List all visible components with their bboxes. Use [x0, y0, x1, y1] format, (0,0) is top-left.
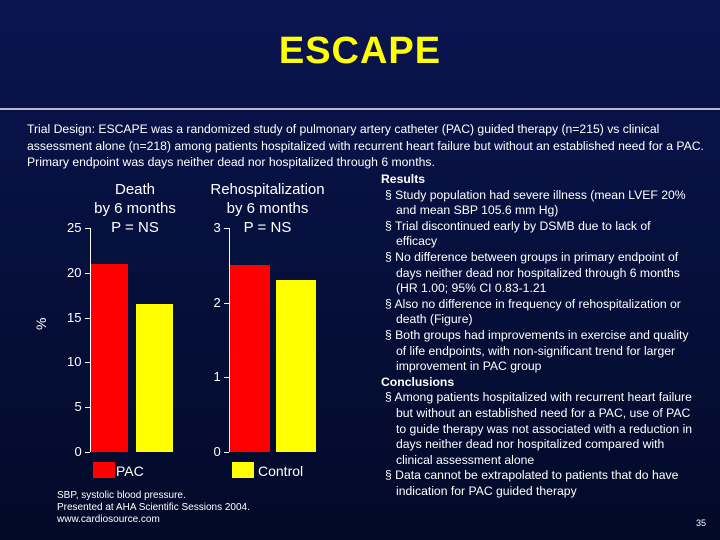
rehosp-bar-pac: [230, 265, 270, 452]
rehosp-tick-mark: [224, 377, 229, 378]
death-chart-title: [80, 180, 190, 237]
legend-swatch-pac: [93, 462, 115, 478]
results-item-text: Study population had severe illness (mean LVEF 20% and mean SBP 105.6 mm Hg): [395, 187, 686, 218]
rehosp-tick-label: 3: [213, 220, 221, 235]
page-number: 35: [696, 518, 707, 528]
results-item-text: No difference between groups in primary endpoint of days neither dead nor hospitalized through 6 months (HR 1.00; 95% CI 0.83-1.21: [395, 249, 680, 296]
death-tick-mark: [85, 362, 90, 363]
death-tick-label: 5: [74, 399, 82, 415]
title-divider: [0, 108, 720, 110]
rehosp-tick-mark: [224, 228, 229, 229]
footnote-line2: Presented at AHA Scientific Sessions 2004.: [57, 502, 250, 513]
rehosp-chart-title-line1: Rehospitalization: [210, 181, 325, 198]
death-tick-label: 15: [67, 309, 82, 325]
results-item: § No difference between groups in primary endpoint of days neither dead nor hospitalized through 6 months (HR 1.00; 95% CI 0.83-1.21: [385, 249, 680, 296]
rehosp-chart-title-line3: P = NS: [243, 219, 292, 236]
footnote-line1: SBP, systolic blood pressure.: [57, 490, 186, 501]
rehosp-tick-label: 2: [213, 294, 221, 310]
trial-design-text: Trial Design: ESCAPE was a randomized study of pulmonary artery catheter (PAC) guided therapy (n=215) vs clinical assessment alone (n=218) among patients hospitalized with recurrent heart failure but without an established need for a PAC. Primary endpoint was days neither dead nor hospitalized through 6 months.: [27, 122, 704, 169]
legend-swatch-control: [232, 462, 254, 478]
death-tick-mark: [85, 452, 90, 453]
conclusions-item-text: Among patients hospitalized with recurrent heart failure but without an established need for a PAC, use of PAC to guide therapy was not associated with a reduction in days neither dead nor hospitalized compared with clinical assessment alone: [394, 390, 693, 467]
rehosp-tick-label: 1: [213, 369, 221, 385]
conclusions-item: § Among patients hospitalized with recurrent heart failure but without an established need for a PAC, use of PAC to guide therapy was not associated with a reduction in days neither dead nor hospitalized compared with clinical assessment alone: [385, 390, 693, 467]
death-tick-label: 0: [74, 444, 82, 459]
rehosp-tick-label: 0: [213, 444, 221, 459]
death-chart-title-line3: P = NS: [111, 219, 159, 236]
conclusions-heading: Conclusions: [381, 374, 455, 389]
results-item: § Trial discontinued early by DSMB due to lack of efficacy: [385, 218, 651, 249]
conclusions-item: § Data cannot be extrapolated to patients that do have indication for PAC guided therapy: [385, 468, 679, 498]
results-item-text: Also no difference in frequency of rehospitalization or death (Figure): [394, 296, 681, 327]
footnote: [57, 490, 250, 526]
rehosp-tick-mark: [224, 452, 229, 453]
rehosp-tick-mark: [224, 303, 229, 304]
death-tick-mark: [85, 273, 90, 274]
death-tick-mark: [85, 228, 90, 229]
death-chart-ylabel: %: [33, 317, 49, 330]
results-item-text: Both groups had improvements in exercise and quality of life endpoints, with non-significant trend for larger improvement in PAC group: [395, 327, 689, 374]
death-chart-title-line1: Death: [114, 181, 156, 198]
results-item: § Study population had severe illness (mean LVEF 20% and mean SBP 105.6 mm Hg): [385, 187, 686, 218]
death-bar-pac: [91, 264, 128, 452]
death-tick-label: 20: [67, 264, 82, 280]
footnote-line3: www.cardiosource.com: [57, 514, 160, 525]
death-bar-control: [136, 304, 173, 452]
death-tick-label: 10: [67, 354, 82, 370]
conclusions-item-text: Data cannot be extrapolated to patients that do have indication for PAC guided therapy: [395, 468, 679, 498]
death-tick-mark: [85, 407, 90, 408]
death-tick-label: 25: [67, 220, 82, 235]
slide-title: ESCAPE: [278, 30, 442, 72]
legend-label-pac: PAC: [116, 463, 144, 479]
rehosp-chart-title: [180, 180, 355, 237]
results-heading: Results: [381, 172, 426, 186]
death-tick-mark: [85, 318, 90, 319]
legend-label-control: Control: [258, 463, 304, 479]
results-item-text: Trial discontinued early by DSMB due to lack of efficacy: [394, 218, 651, 249]
rehosp-bar-control: [276, 280, 316, 452]
results-item: § Both groups had improvements in exercise and quality of life endpoints, with non-significant trend for larger improvement in PAC group: [385, 327, 689, 374]
results-item: § Also no difference in frequency of rehospitalization or death (Figure): [385, 296, 681, 327]
death-chart-title-line2: by 6 months: [94, 200, 176, 217]
results-panel: [381, 172, 693, 499]
rehosp-chart-title-line2: by 6 months: [226, 200, 309, 217]
